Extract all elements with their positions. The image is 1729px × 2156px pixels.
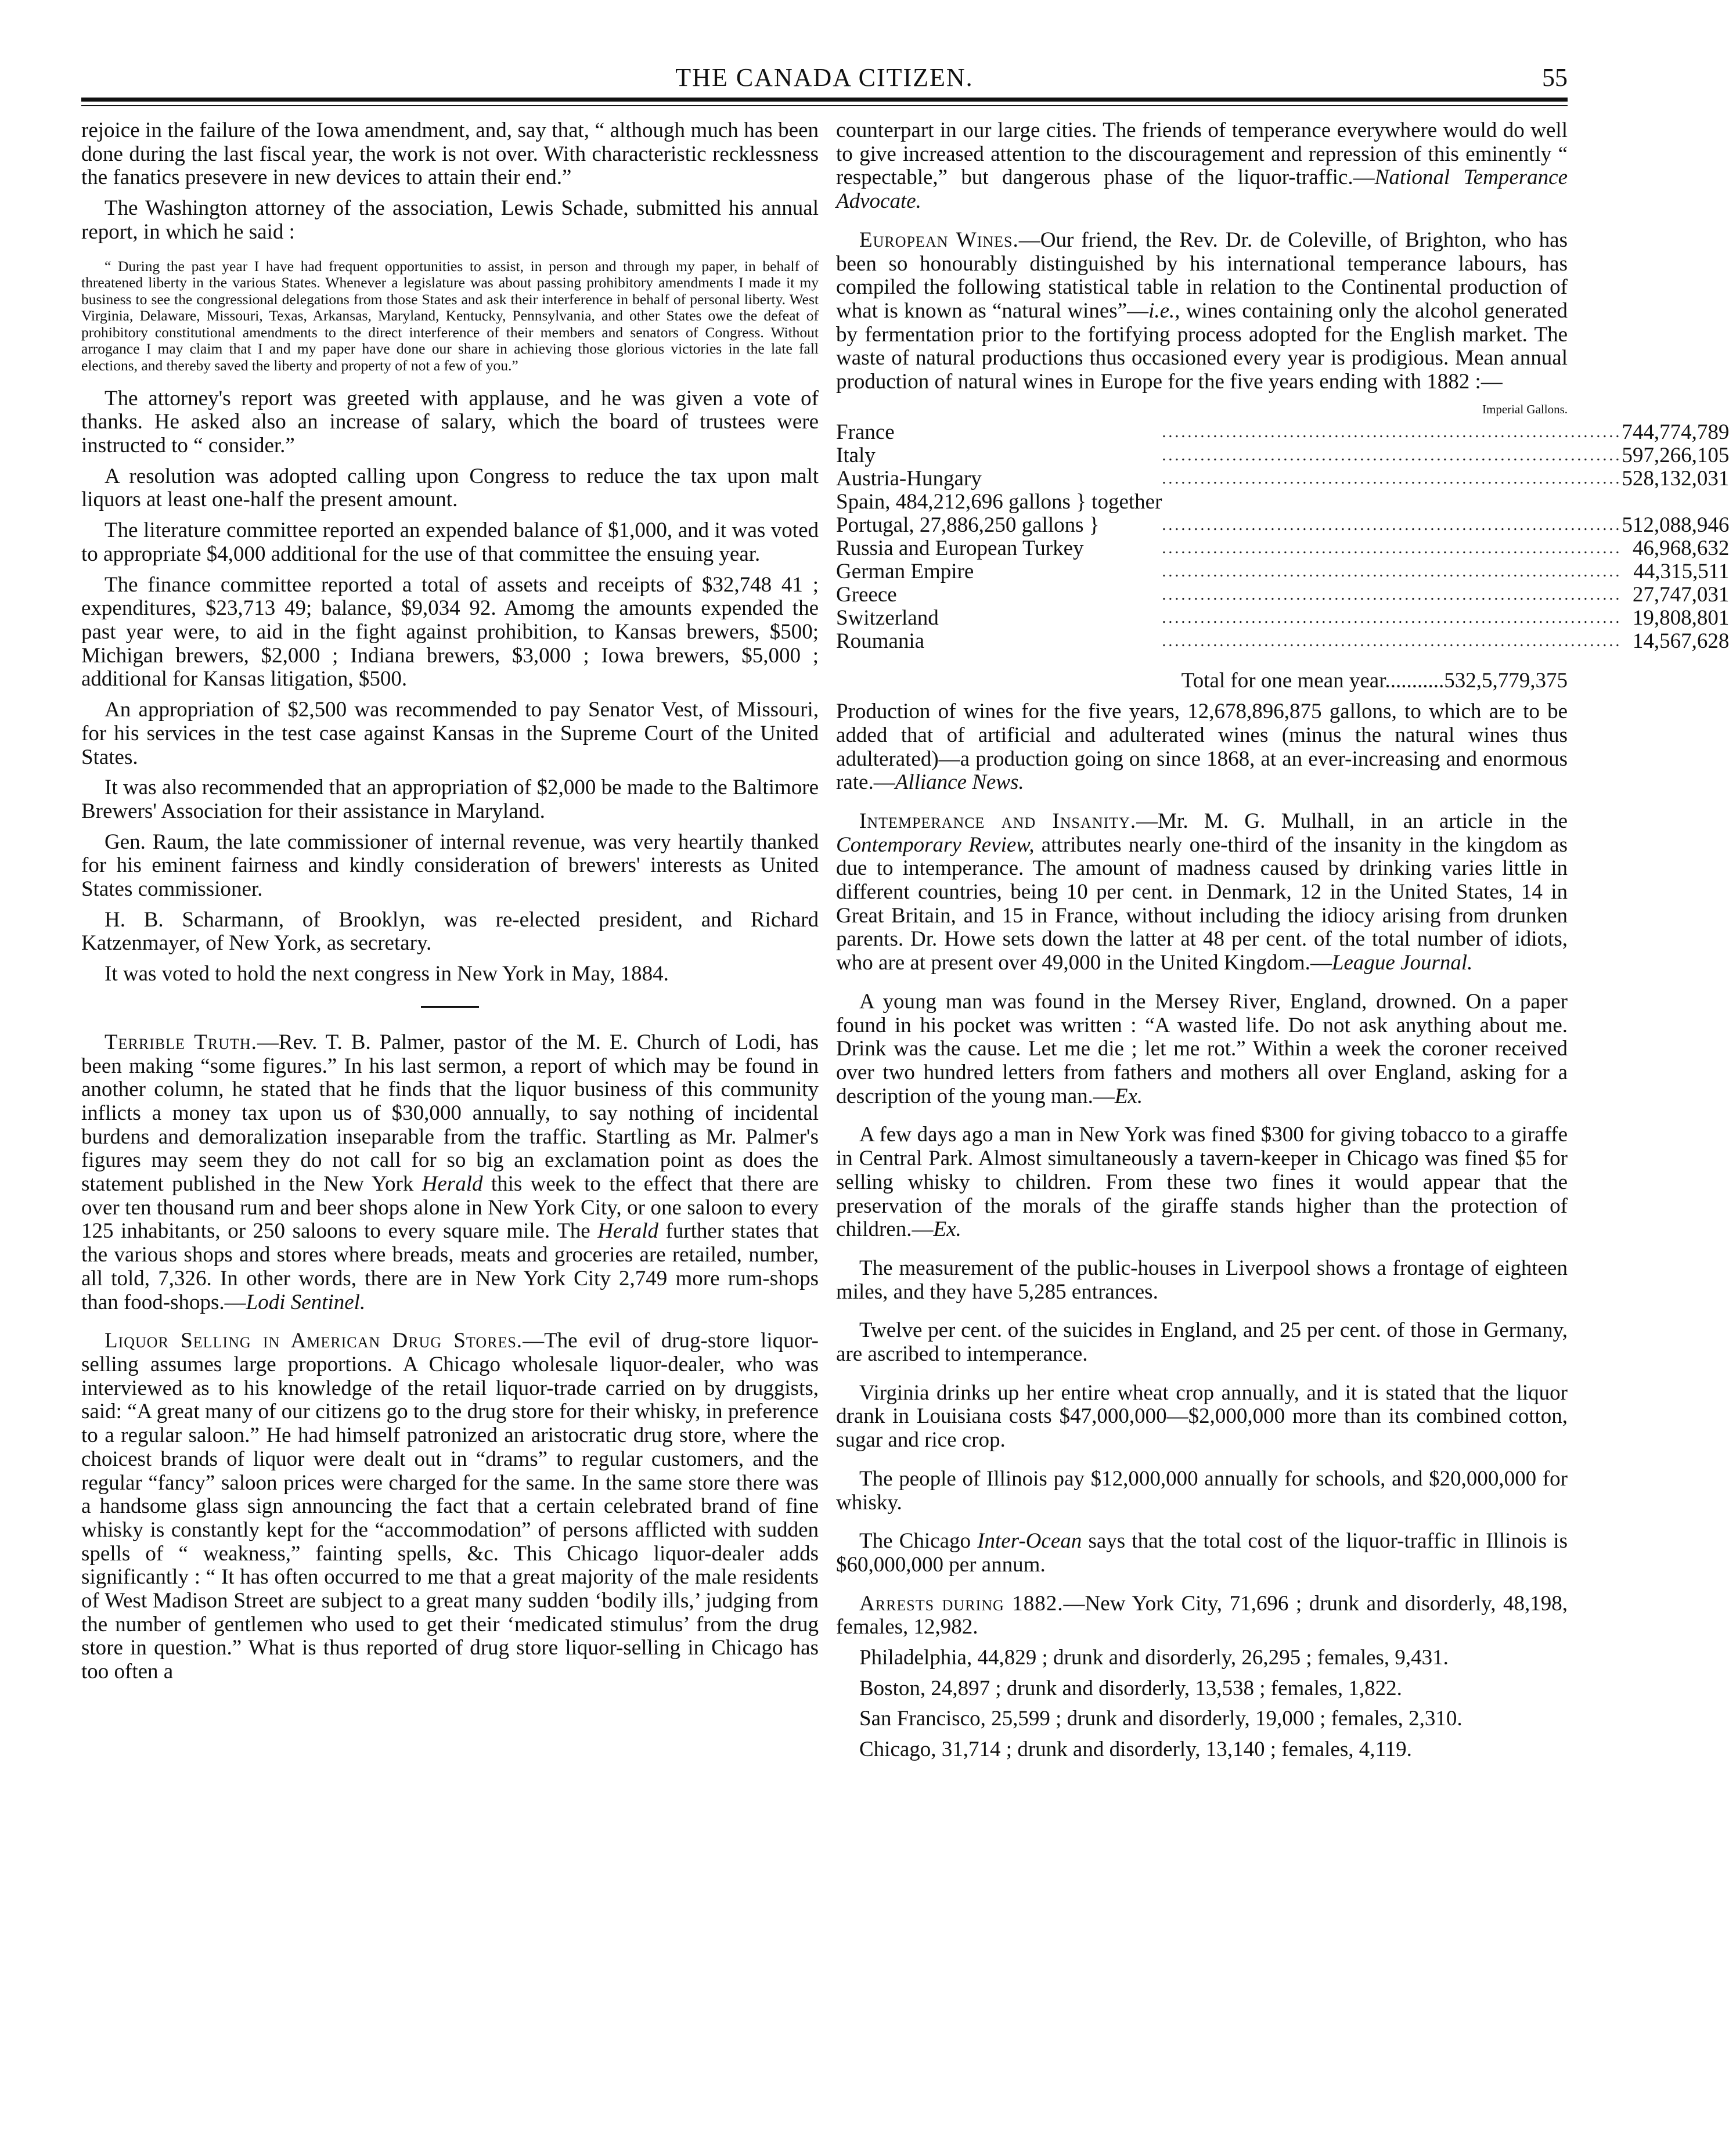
paragraph: It was voted to hold the next congress in New York in May, 1884. — [105, 962, 669, 986]
table-units-label: Imperial Gallons. — [1482, 402, 1568, 416]
article-source: Lodi Sentinel. — [246, 1290, 366, 1314]
article-source: Ex. — [1114, 1084, 1143, 1108]
article-arrests: Arrests during 1882.—New York City, 71,696 ; drunk and disorderly, 48,198, females, 12,982. — [836, 1591, 1568, 1639]
wine-production-table — [836, 421, 1729, 653]
page-number: 55 — [1542, 63, 1568, 92]
table-total: Total for one mean year...........532,5,779,375 — [1181, 669, 1568, 693]
table-row: Spain, 484,212,696 gallons } together Portugal, 27,886,250 gallons } ........................................................................ 512,088,946 — [836, 490, 1729, 538]
paragraph: The literature committee reported an expended balance of $1,000, and it was voted to appropriate $4,000 additional for the use of that committee the ensuing year. — [81, 518, 819, 566]
country-name: France — [836, 420, 895, 445]
paragraph: A few days ago a man in New York was fined $300 for giving tobacco to a giraffe in Central Park. Almost simultaneously a tavern-keeper in Chicago was fined $5 for selling whisky to children. From these two fines it would appear that the preservation of the morals of the giraffe stands higher than the protection of children.—Ex. — [836, 1123, 1568, 1242]
table-row: Austria-Hungary ........................................................................ 528,132,031 — [836, 467, 1729, 491]
article-heading: European Wines. — [859, 228, 1019, 252]
gallons-value: 14,567,628 — [1632, 629, 1729, 654]
gallons-value: 46,968,632 — [1632, 536, 1729, 561]
table-row: German Empire ........................................................................ 44,315,511 — [836, 560, 1729, 584]
table-row: Russia and European Turkey ........................................................................ 46,968,632 — [836, 536, 1729, 561]
right-column — [836, 118, 1729, 1769]
paragraph: Boston, 24,897 ; drunk and disorderly, 13,538 ; females, 1,822. — [859, 1676, 1402, 1700]
paragraph: rejoice in the failure of the Iowa amendment, and, say that, “ although much has been done during the last fiscal year, the work is not over. With characteristic recklessness the fanatics presevere in new devices to attain their end.” — [81, 118, 819, 190]
gallons-value: 44,315,511 — [1633, 560, 1729, 584]
country-name: Greece — [836, 583, 897, 607]
gallons-value: 512,088,946 — [1622, 513, 1729, 538]
article-heading: Arrests during 1882. — [859, 1591, 1064, 1616]
paragraph: A resolution was adopted calling upon Congress to reduce the tax upon malt liquors at least one-half the present amount. — [81, 464, 819, 512]
country-name: German Empire — [836, 560, 974, 584]
gallons-value: 528,132,031 — [1622, 467, 1729, 491]
paragraph: Virginia drinks up her entire wheat crop annually, and it is stated that the liquor drank in Louisiana costs $47,000,000—$2,000,000 more than its combined cotton, sugar and rice crop. — [836, 1380, 1568, 1452]
newspaper-title: THE CANADA CITIZEN. — [675, 63, 974, 92]
paragraph: The Washington attorney of the association, Lewis Schade, submitted his annual report, in which he said : — [81, 196, 819, 244]
country-name: Roumania — [836, 629, 925, 654]
article-source: League Journal. — [1331, 951, 1473, 975]
paragraph: The measurement of the public-houses in Liverpool shows a frontage of eighteen miles, and they have 5,285 entrances. — [836, 1256, 1568, 1304]
article-terrible-truth: Terrible Truth.—Rev. T. B. Palmer, pastor of the M. E. Church of Lodi, has been making “some figures.” In his last sermon, a report of which may be found in another column, he stated that he finds that the liquor business of this community inflicts a money tax upon us of $30,000 annually, to say nothing of incidental burdens and demoralization inseparable from the traffic. Startling as Mr. Palmer's figures may seem they do not call for so big an exclamation point as does the statement published in the New York Herald this week to the effect that there are over ten thousand rum and beer shops alone in New York City, or one saloon to every 125 inhabitants, or 250 saloons to every square mile. The Herald further states that the various shops and stores where breads, meats and groceries are retailed, number, all told, 7,326. In other words, there are in New York City 2,749 more rum-shops than food-shops.—Lodi Sentinel. — [81, 1030, 819, 1314]
left-column — [81, 119, 819, 1691]
total-label: Total for one mean year — [1181, 669, 1385, 693]
table-row: France ........................................................................ 744,774,789 — [836, 420, 1729, 445]
gallons-value: 19,808,801 — [1632, 606, 1729, 630]
header-rule-thin — [81, 105, 1568, 106]
page-header — [81, 63, 1568, 95]
paragraph: A young man was found in the Mersey River, England, drowned. On a paper found in his pocket was written : “A wasted life. Do not ask anything about me. Drink was the cause. Let me die ; let me rot.” Within a week the coroner received over two hundred letters from fathers and mothers all over England, asking for a description of the young man.—Ex. — [836, 989, 1568, 1108]
header-rule-thick — [81, 98, 1568, 102]
country-name: Switzerland — [836, 606, 939, 630]
paragraph: Philadelphia, 44,829 ; drunk and disorderly, 26,295 ; females, 9,431. — [859, 1646, 1449, 1670]
paragraph: An appropriation of $2,500 was recommended to pay Senator Vest, of Missouri, for his services in the test case against Kansas in the Supreme Court of the United States. — [81, 698, 819, 769]
country-name: Italy — [836, 444, 876, 468]
paragraph: It was also recommended that an appropriation of $2,000 be made to the Baltimore Brewers' Association for their assistance in Maryland. — [81, 776, 819, 823]
article-intemperance-insanity: Intemperance and Insanity.—Mr. M. G. Mulhall, in an article in the Contemporary Review, attributes nearly one-third of the insanity in the kingdom as due to intemperance. The amount of madness caused by drinking varies little in different countries, being 10 per cent. in Denmark, 12 in the United States, 14 in Great Britain, and 15 in France, without including the idiocy arising from drunken parents. Dr. Howe sets down the latter at 48 per cent. of the total number of idiots, who are at present over 49,000 in the United Kingdom.—League Journal. — [836, 809, 1568, 975]
paragraph: The people of Illinois pay $12,000,000 annually for schools, and $20,000,000 for whisky. — [836, 1466, 1568, 1515]
paragraph: The Chicago Inter-Ocean says that the total cost of the liquor-traffic in Illinois is $60,000,000 per annum. — [836, 1529, 1568, 1577]
table-row: Switzerland ........................................................................ 19,808,801 — [836, 606, 1729, 630]
table-row: Roumania ........................................................................ 14,567,628 — [836, 629, 1729, 654]
article-heading: Terrible Truth. — [105, 1030, 257, 1054]
table-row: Italy ........................................................................ 597,266,105 — [836, 444, 1729, 468]
article-heading: Intemperance and Insanity. — [859, 809, 1137, 833]
paragraph: Gen. Raum, the late commissioner of internal revenue, was very heartily thanked for his eminent fairness and kindly consideration of brewers' interests as United States commissioner. — [81, 830, 819, 902]
paragraph: counterpart in our large cities. The friends of temperance everywhere would do well to give increased attention to the discouragement and repression of this eminently “ respectable,” but dangerous phase of the liquor-traffic.—National Temperance Advocate. — [836, 118, 1568, 214]
country-name: Russia and European Turkey — [836, 536, 1084, 561]
paragraph: The finance committee reported a total of assets and receipts of $32,748 41 ; expenditures, $23,713 49; balance, $9,034 92. Amomg the amounts expended the past year were, to aid in the fight against prohibition, to Kansas brewers, $500; Michigan brewers, $2,000 ; Indiana brewers, $3,000 ; Iowa brewers, $5,000 ; additional for Kansas litigation, $500. — [81, 572, 819, 691]
country-name: Spain, 484,212,696 gallons } together Portugal, 27,886,250 gallons } — [836, 490, 1162, 538]
country-name: Austria-Hungary — [836, 467, 982, 491]
article-heading: Liquor Selling in American Drug Stores. — [105, 1329, 523, 1353]
article-drug-stores: Liquor Selling in American Drug Stores.—The evil of drug-store liquor-selling assumes large proportions. A Chicago wholesale liquor-dealer, who was interviewed as to his knowledge of the retail liquor-trade carried on by druggists, said: “A great many of our citizens go to the drug store for their whisky, in preference to a regular saloon.” He had himself patronized an aristocratic drug store, where the choicest brands of liquor were dealt out in “drams” to regular customers, and the regular “fancy” saloon prices were charged for the same. In the same store there was a handsome glass sign announcing the fact that a certain celebrated brand of fine whisky is constantly kept for the “accommodation” of persons afflicted with sudden spells of “ weakness,” fainting spells, &c. This Chicago liquor-dealer adds significantly : “ It has often occurred to me that a great majority of the male residents of West Madison Street are subject to a great many sudden ‘bodily ills,’ judging from the number of gentlemen who used to get their ‘medicated stimulus’ from the drug store in question.” What is thus reported of drug store liquor-selling in Chicago has too often a — [81, 1329, 819, 1684]
gallons-value: 597,266,105 — [1622, 444, 1729, 468]
article-source: National Temperance Advocate. — [836, 165, 1568, 214]
paragraph: The attorney's report was greeted with applause, and he was given a vote of thanks. He asked also an increase of salary, which the board of trustees were instructed to “ consider.” — [81, 386, 819, 458]
gallons-value: 744,774,789 — [1622, 420, 1729, 445]
article-source: Ex. — [933, 1217, 961, 1242]
paragraph: Twelve per cent. of the suicides in England, and 25 per cent. of those in Germany, are ascribed to intemperance. — [836, 1318, 1568, 1367]
total-value: 532,5,779,375 — [1444, 669, 1568, 693]
paragraph: H. B. Scharmann, of Brooklyn, was re-elected president, and Richard Katzenmayer, of New York, as secretary. — [81, 907, 819, 956]
article-european-wines: European Wines.—Our friend, the Rev. Dr. de Coleville, of Brighton, who has been so honourably distinguished by his international temperance labours, has compiled the following statistical table in relation to the Continental production of what is known as “natural wines”—i.e., wines containing only the alcohol generated by fermentation prior to the fortifying process adopted for the English market. The waste of natural productions thus occasioned every year is prodigious. Mean annual production of natural wines in Europe for the five years ending with 1882 :— — [836, 228, 1568, 394]
gallons-value: 27,747,031 — [1632, 583, 1729, 607]
section-separator — [421, 1006, 479, 1008]
paragraph: Chicago, 31,714 ; drunk and disorderly, 13,140 ; females, 4,119. — [859, 1737, 1412, 1762]
paragraph: Production of wines for the five years, 12,678,896,875 gallons, to which are to be added that of artificial and adulterated wines (minus the natural wines thus adulterated)—a production going on since 1868, at an ever-increasing and enormous rate.—Alliance News. — [836, 700, 1568, 795]
article-source: Alliance News. — [895, 770, 1024, 795]
block-quote: “ During the past year I have had frequent opportunities to assist, in person and through my paper, in behalf of threatened liberty in the various States. Whenever a legislature was about passing prohibitory amendments I made it my business to see the congressional delegations from those States and ask their interference in behalf of personal liberty. West Virginia, Delaware, Missouri, Texas, Arkansas, Maryland, Kentucky, Pennsylvania, and other States owe the defeat of prohibitory constitutional amendments to the direct interference of their members and senators of Congress. Without arrogance I may claim that I and my paper have done our share in achieving those glorious victories in the late fall elections, and thereby saved the liberty and property of not a few of you.” — [81, 257, 819, 374]
paragraph: San Francisco, 25,599 ; drunk and disorderly, 19,000 ; females, 2,310. — [859, 1707, 1463, 1731]
table-row: Greece ........................................................................ 27,747,031 — [836, 583, 1729, 607]
